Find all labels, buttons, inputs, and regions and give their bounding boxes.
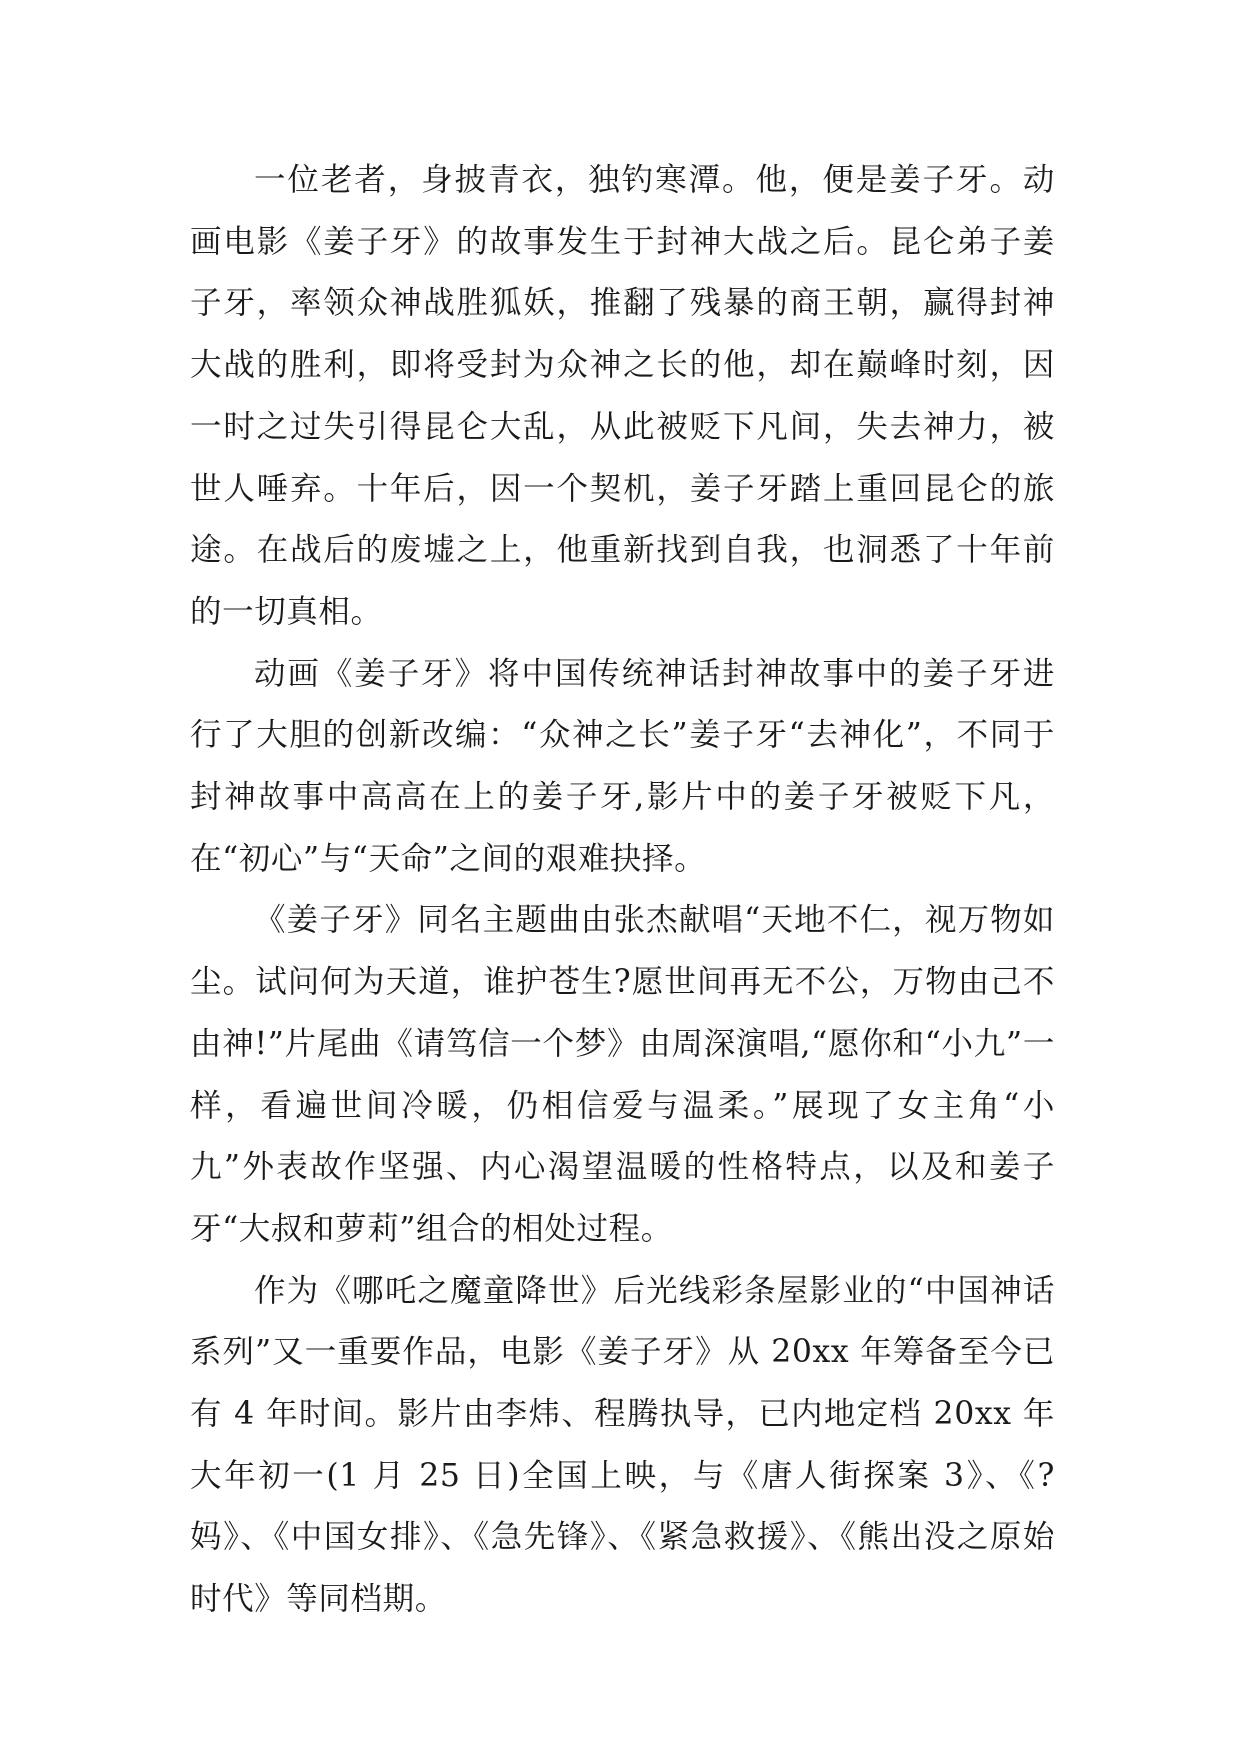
- paragraph-2: 动画《姜子牙》将中国传统神话封神故事中的姜子牙进行了大胆的创新改编：“众神之长”姜子牙“去神化”，不同于封神故事中高高在上的姜子牙,影片中的姜子牙被贬下凡，在“初心”与“天命”之间的艰难抉择。: [190, 655, 1055, 877]
- paragraph-4: 作为《哪吒之魔童降世》后光线彩条屋影业的“中国神话系列”又一重要作品，电影《姜子牙》从 20xx 年筹备至今已有 4 年时间。影片由李炜、程腾执导，已内地定档 20xx 年大年初一(1 月 25 日)全国上映，与《唐人街探案 3》、《?妈》、《中国女排》、《急先锋》、《紧急救援》、《熊出没之原始时代》等同档期。: [190, 1272, 1055, 1618]
- document-body: [190, 150, 1055, 1631]
- paragraph-3: 《姜子牙》同名主题曲由张杰献唱“天地不仁，视万物如尘。试问何为天道，谁护苍生?愿世间再无不公，万物由己不由神!”片尾曲《请笃信一个梦》由周深演唱,“愿你和“小九”一样，看遍世间冷暖，仍相信爱与温柔。”展现了女主角“小九”外表故作坚强、内心渴望温暖的性格特点，以及和姜子牙“大叔和萝莉”组合的相处过程。: [190, 902, 1055, 1247]
- paragraph-1: 一位老者，身披青衣，独钓寒潭。他，便是姜子牙。动画电影《姜子牙》的故事发生于封神大战之后。昆仑弟子姜子牙，率领众神战胜狐妖，推翻了残暴的商王朝，赢得封神大战的胜利，即将受封为众神之长的他，却在巅峰时刻，因一时之过失引得昆仑大乱，从此被贬下凡间，失去神力，被世人唾弃。十年后，因一个契机，姜子牙踏上重回昆仑的旅途。在战后的废墟之上，他重新找到自我，也洞悉了十年前的一切真相。: [190, 162, 1055, 630]
